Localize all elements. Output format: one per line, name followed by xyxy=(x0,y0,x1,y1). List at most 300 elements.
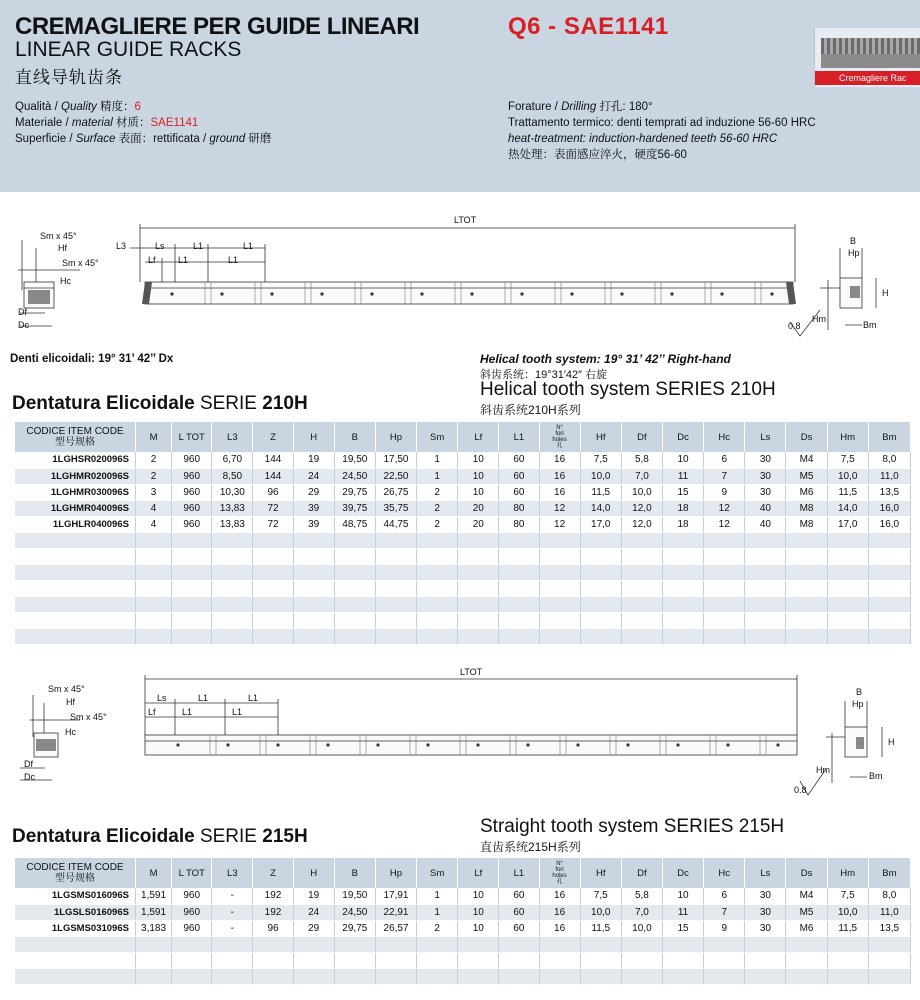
table-cell: 7,0 xyxy=(621,468,662,484)
label-h-2: H xyxy=(888,737,895,747)
table-cell: 10,0 xyxy=(580,904,621,920)
table-cell: - xyxy=(212,888,253,904)
table-cell xyxy=(662,612,703,628)
table-cell xyxy=(417,548,458,564)
label-bm: Bm xyxy=(863,320,877,330)
label-l1-2b: L1 xyxy=(248,693,259,703)
table-cell xyxy=(334,532,375,548)
table-cell: 60 xyxy=(499,452,539,468)
cell-item-code: 1LGSLS016096S xyxy=(15,904,135,920)
header-bm: Bm xyxy=(868,422,910,452)
table-cell: 1 xyxy=(417,904,458,920)
label-b: B xyxy=(850,236,857,246)
header-lf: Lf xyxy=(458,858,499,888)
table-cell xyxy=(375,628,416,644)
table-cell xyxy=(868,564,910,580)
table-cell xyxy=(293,628,334,644)
table-cell xyxy=(135,628,171,644)
table-cell xyxy=(786,612,827,628)
table-cell xyxy=(458,612,499,628)
table-cell xyxy=(253,628,293,644)
header-hm: Hm xyxy=(827,422,868,452)
label-hp: Hp xyxy=(848,248,860,258)
table-cell: 16 xyxy=(539,888,580,904)
table-cell: 7,5 xyxy=(827,452,868,468)
table-cell: M5 xyxy=(786,468,827,484)
table-cell: 13,83 xyxy=(212,516,253,532)
table-cell xyxy=(135,564,171,580)
label-hc: Hc xyxy=(60,276,71,286)
header-b: B xyxy=(334,858,375,888)
table-cell xyxy=(212,952,253,968)
table-cell xyxy=(458,596,499,612)
table-cell xyxy=(621,968,662,984)
cell-item-code xyxy=(15,596,135,612)
table-cell xyxy=(580,580,621,596)
table-cell: 60 xyxy=(499,888,539,904)
table-cell: 144 xyxy=(253,452,293,468)
table-cell xyxy=(662,952,703,968)
table-cell: 11 xyxy=(662,468,703,484)
table-cell xyxy=(621,628,662,644)
table-cell xyxy=(539,612,580,628)
header-z: Z xyxy=(253,858,293,888)
label-l1-a: L1 xyxy=(193,241,204,251)
table-cell xyxy=(868,952,910,968)
table-cell: 9 xyxy=(704,920,745,936)
table-cell xyxy=(293,548,334,564)
table-cell: 960 xyxy=(172,516,212,532)
table-cell: 11,5 xyxy=(580,484,621,500)
label-hf: Hf xyxy=(58,243,67,253)
table-cell xyxy=(786,580,827,596)
table-cell xyxy=(539,968,580,984)
header-hf: Hf xyxy=(580,858,621,888)
table-cell xyxy=(253,968,293,984)
table-cell: M8 xyxy=(786,500,827,516)
spec-material: Materiale / material 材质：SAE1141 xyxy=(15,117,199,129)
table-cell xyxy=(293,612,334,628)
table-cell: 6 xyxy=(704,888,745,904)
drawing-215h-svg xyxy=(0,665,920,805)
series-215h-title-cn: 直齿系统215H系列 xyxy=(480,840,581,854)
table-cell xyxy=(580,936,621,952)
table-cell: 10 xyxy=(458,904,499,920)
header-ls: Ls xyxy=(745,858,786,888)
label-roughness: 0.8 xyxy=(788,321,801,331)
header-l1: L1 xyxy=(499,422,539,452)
label-sm45-a: Sm x 45° xyxy=(40,231,77,241)
table-cell xyxy=(135,612,171,628)
table-cell: 29,75 xyxy=(334,484,375,500)
table-cell xyxy=(621,580,662,596)
table-cell xyxy=(499,596,539,612)
spec-surface: Superficie / Surface 表面：rettificata / ground 研磨 xyxy=(15,133,272,145)
spec-drilling: Forature / Drilling 打孔: 180° xyxy=(508,101,653,113)
table-cell xyxy=(417,596,458,612)
series-210h-title-en: Helical tooth system SERIES 210H xyxy=(480,379,776,400)
table-row xyxy=(15,564,911,580)
table-cell: 96 xyxy=(253,484,293,500)
table-cell xyxy=(172,952,212,968)
table-cell xyxy=(375,548,416,564)
table-cell: 13,5 xyxy=(868,920,910,936)
table-cell xyxy=(212,628,253,644)
table-cell: 2 xyxy=(417,920,458,936)
table-cell xyxy=(253,936,293,952)
table-cell xyxy=(868,612,910,628)
table-cell xyxy=(135,548,171,564)
table-cell: 19,50 xyxy=(334,452,375,468)
table-cell xyxy=(868,968,910,984)
table-row xyxy=(15,580,911,596)
table-cell xyxy=(539,628,580,644)
table-cell xyxy=(745,952,786,968)
table-cell xyxy=(662,532,703,548)
table-cell: M4 xyxy=(786,452,827,468)
header-ltot: L TOT xyxy=(172,858,212,888)
table-cell: 7,0 xyxy=(621,904,662,920)
table-row xyxy=(15,548,911,564)
table-cell xyxy=(172,628,212,644)
table-cell xyxy=(662,596,703,612)
table-cell: 960 xyxy=(172,904,212,920)
table-row xyxy=(15,596,911,612)
table-cell xyxy=(499,580,539,596)
table-cell: 39,75 xyxy=(334,500,375,516)
header-b: B xyxy=(334,422,375,452)
table-cell: 40 xyxy=(745,516,786,532)
cell-item-code xyxy=(15,532,135,548)
table-cell: 7 xyxy=(704,468,745,484)
table-cell xyxy=(621,564,662,580)
rack-image-body xyxy=(821,54,920,68)
table-cell xyxy=(212,612,253,628)
table-cell: 6,70 xyxy=(212,452,253,468)
table-cell: M4 xyxy=(786,888,827,904)
table-cell xyxy=(499,936,539,952)
table-cell xyxy=(293,532,334,548)
cell-item-code xyxy=(15,580,135,596)
header-holes: N° fori holes 孔 xyxy=(539,422,580,452)
header-code: CODICE ITEM CODE 型号规格 xyxy=(15,858,135,888)
table-cell xyxy=(172,596,212,612)
table-cell xyxy=(539,564,580,580)
table-cell: 12,0 xyxy=(621,500,662,516)
spec-treatment-en: heat-treatment: induction-hardened teeth 56-60 HRC xyxy=(508,133,778,145)
table-cell xyxy=(786,548,827,564)
table-cell: 44,75 xyxy=(375,516,416,532)
title-chinese: 直线导轨齿条 xyxy=(15,68,123,87)
table-cell xyxy=(827,548,868,564)
table-cell xyxy=(580,628,621,644)
table-cell xyxy=(172,612,212,628)
cell-item-code xyxy=(15,968,135,984)
table-row xyxy=(15,888,911,904)
table-cell xyxy=(868,532,910,548)
table-cell: 10,0 xyxy=(621,920,662,936)
table-cell xyxy=(253,548,293,564)
table-cell xyxy=(621,952,662,968)
table-cell xyxy=(827,532,868,548)
table-cell: 14,0 xyxy=(580,500,621,516)
table-cell: 72 xyxy=(253,500,293,516)
table-cell xyxy=(868,596,910,612)
table-cell xyxy=(704,968,745,984)
table-cell: 13,5 xyxy=(868,484,910,500)
table-cell: M6 xyxy=(786,484,827,500)
label-hc-2: Hc xyxy=(65,727,76,737)
label-ltot: LTOT xyxy=(454,215,477,225)
series-210h-title-cn: 斜齿系统210H系列 xyxy=(480,403,581,417)
table-cell: 13,83 xyxy=(212,500,253,516)
table-cell xyxy=(135,532,171,548)
label-l1-2d: L1 xyxy=(232,707,243,717)
table-cell xyxy=(499,564,539,580)
header-z: Z xyxy=(253,422,293,452)
label-hm-2: Hm xyxy=(816,765,830,775)
label-roughness-2: 0.8 xyxy=(794,785,807,795)
table-cell xyxy=(580,612,621,628)
table-cell: 60 xyxy=(499,904,539,920)
header-dc: Dc xyxy=(662,858,703,888)
label-df-2: Df xyxy=(24,759,33,769)
table-row xyxy=(15,628,911,644)
table-cell: 8,0 xyxy=(868,452,910,468)
table-cell: 16 xyxy=(539,468,580,484)
table-cell xyxy=(499,952,539,968)
table-cell: 29 xyxy=(293,484,334,500)
label-l1-d: L1 xyxy=(228,255,239,265)
label-l1-c: L1 xyxy=(178,255,189,265)
table-cell: 30 xyxy=(745,484,786,500)
table-cell: 30 xyxy=(745,888,786,904)
table-cell: 17,0 xyxy=(580,516,621,532)
table-cell xyxy=(375,968,416,984)
label-hp-2: Hp xyxy=(852,699,864,709)
table-cell xyxy=(580,564,621,580)
table-cell: 5,8 xyxy=(621,452,662,468)
table-series-215h xyxy=(15,858,911,985)
table-cell: 30 xyxy=(745,920,786,936)
table-cell: 12,0 xyxy=(621,516,662,532)
table-cell: 29 xyxy=(293,920,334,936)
table-cell: 26,75 xyxy=(375,484,416,500)
header-ltot: L TOT xyxy=(172,422,212,452)
table-cell xyxy=(334,580,375,596)
table-cell xyxy=(827,936,868,952)
table-cell xyxy=(334,564,375,580)
table-cell xyxy=(580,952,621,968)
table-cell: 17,50 xyxy=(375,452,416,468)
rack-image-teeth xyxy=(821,38,920,54)
table-cell xyxy=(253,564,293,580)
label-df: Df xyxy=(18,307,27,317)
table-cell: 72 xyxy=(253,516,293,532)
table-cell: 17,91 xyxy=(375,888,416,904)
table-cell xyxy=(172,564,212,580)
table-cell xyxy=(539,936,580,952)
table-cell: 10 xyxy=(458,468,499,484)
table-cell xyxy=(827,612,868,628)
table-cell xyxy=(458,968,499,984)
table-cell xyxy=(293,580,334,596)
header-h: H xyxy=(293,858,334,888)
table-cell xyxy=(786,628,827,644)
spec-treatment-it: Trattamento termico: denti temprati ad induzione 56-60 HRC xyxy=(508,117,816,129)
table-cell: 960 xyxy=(172,452,212,468)
table-cell xyxy=(417,580,458,596)
cell-item-code xyxy=(15,936,135,952)
table-cell: 11,5 xyxy=(827,920,868,936)
header-m: M xyxy=(135,858,171,888)
table-cell xyxy=(293,596,334,612)
table-210h-body xyxy=(15,452,911,644)
table-cell: 48,75 xyxy=(334,516,375,532)
table-cell: 11,0 xyxy=(868,904,910,920)
table-cell xyxy=(539,952,580,968)
table-row xyxy=(15,516,911,532)
table-cell xyxy=(580,596,621,612)
table-cell: 12 xyxy=(704,516,745,532)
cell-item-code: 1LGHLR040096S xyxy=(15,516,135,532)
header-dc: Dc xyxy=(662,422,703,452)
table-cell xyxy=(293,936,334,952)
table-row xyxy=(15,468,911,484)
table-cell xyxy=(786,968,827,984)
table-cell xyxy=(253,952,293,968)
table-cell: 17,0 xyxy=(827,516,868,532)
table-cell: 22,91 xyxy=(375,904,416,920)
table-cell xyxy=(745,936,786,952)
table-cell xyxy=(745,968,786,984)
table-cell: 5,8 xyxy=(621,888,662,904)
table-header-row xyxy=(15,858,911,888)
table-cell xyxy=(375,580,416,596)
table-cell: 35,75 xyxy=(375,500,416,516)
cell-item-code: 1LGHMR020096S xyxy=(15,468,135,484)
table-row xyxy=(15,904,911,920)
table-cell xyxy=(135,952,171,968)
header-m: M xyxy=(135,422,171,452)
table-cell xyxy=(745,612,786,628)
table-cell xyxy=(135,580,171,596)
table-cell xyxy=(539,596,580,612)
table-cell xyxy=(745,580,786,596)
table-cell: 15 xyxy=(662,484,703,500)
table-cell: 10,0 xyxy=(580,468,621,484)
table-cell: 11,0 xyxy=(868,468,910,484)
header-df: Df xyxy=(621,858,662,888)
header-bm: Bm xyxy=(868,858,910,888)
label-sm45-2a: Sm x 45° xyxy=(48,684,85,694)
table-cell: 12 xyxy=(539,516,580,532)
table-cell xyxy=(786,532,827,548)
table-cell xyxy=(334,612,375,628)
header-ls: Ls xyxy=(745,422,786,452)
table-cell xyxy=(458,580,499,596)
table-cell: - xyxy=(212,904,253,920)
header-hc: Hc xyxy=(704,422,745,452)
header-l3: L3 xyxy=(212,858,253,888)
header-df: Df xyxy=(621,422,662,452)
table-cell: 11 xyxy=(662,904,703,920)
cell-item-code xyxy=(15,952,135,968)
table-cell: 16,0 xyxy=(868,516,910,532)
cell-item-code: 1LGSMS016096S xyxy=(15,888,135,904)
table-cell: - xyxy=(212,920,253,936)
table-cell xyxy=(539,580,580,596)
table-cell xyxy=(375,532,416,548)
table-cell xyxy=(458,548,499,564)
header-band xyxy=(0,0,920,192)
table-cell xyxy=(334,548,375,564)
table-cell xyxy=(827,580,868,596)
table-cell xyxy=(499,532,539,548)
table-cell: 18 xyxy=(662,516,703,532)
table-cell xyxy=(786,564,827,580)
table-cell xyxy=(704,612,745,628)
table-cell: 10 xyxy=(662,452,703,468)
product-thumbnail xyxy=(814,28,920,87)
header-l3: L3 xyxy=(212,422,253,452)
table-cell: 20 xyxy=(458,500,499,516)
table-cell xyxy=(293,564,334,580)
table-cell: 19 xyxy=(293,888,334,904)
drawing-210h-svg xyxy=(0,210,920,345)
series-210h-title-it: Dentatura Elicoidale SERIE 210H xyxy=(12,393,308,414)
table-cell: 4 xyxy=(135,516,171,532)
table-cell: 1 xyxy=(417,468,458,484)
table-cell: 26,57 xyxy=(375,920,416,936)
table-row xyxy=(15,952,911,968)
label-lf-2: Lf xyxy=(148,707,156,717)
table-cell: 80 xyxy=(499,500,539,516)
table-cell: 60 xyxy=(499,468,539,484)
table-cell xyxy=(499,968,539,984)
title-italian: CREMAGLIERE PER GUIDE LINEARI xyxy=(15,13,420,40)
table-cell xyxy=(662,936,703,952)
table-cell xyxy=(868,628,910,644)
table-cell: 80 xyxy=(499,516,539,532)
table-cell xyxy=(580,968,621,984)
table-cell xyxy=(135,596,171,612)
table-cell: 6 xyxy=(704,452,745,468)
table-row xyxy=(15,484,911,500)
table-cell xyxy=(135,936,171,952)
table-cell: 11,5 xyxy=(827,484,868,500)
series-215h-title-en: Straight tooth system SERIES 215H xyxy=(480,816,785,837)
table-cell xyxy=(212,936,253,952)
cell-item-code: 1LGHMR030096S xyxy=(15,484,135,500)
table-cell: 39 xyxy=(293,500,334,516)
table-cell xyxy=(621,612,662,628)
table-cell xyxy=(786,596,827,612)
table-cell: M6 xyxy=(786,920,827,936)
header-hp: Hp xyxy=(375,858,416,888)
table-cell: 19,50 xyxy=(334,888,375,904)
table-cell: 960 xyxy=(172,920,212,936)
table-cell xyxy=(334,596,375,612)
specs-left xyxy=(15,99,271,147)
label-b-2: B xyxy=(856,687,863,697)
table-cell xyxy=(704,952,745,968)
specs-right xyxy=(508,99,816,163)
table-cell xyxy=(212,532,253,548)
table-cell: 10 xyxy=(458,484,499,500)
header-sm: Sm xyxy=(417,858,458,888)
table-cell: 20 xyxy=(458,516,499,532)
